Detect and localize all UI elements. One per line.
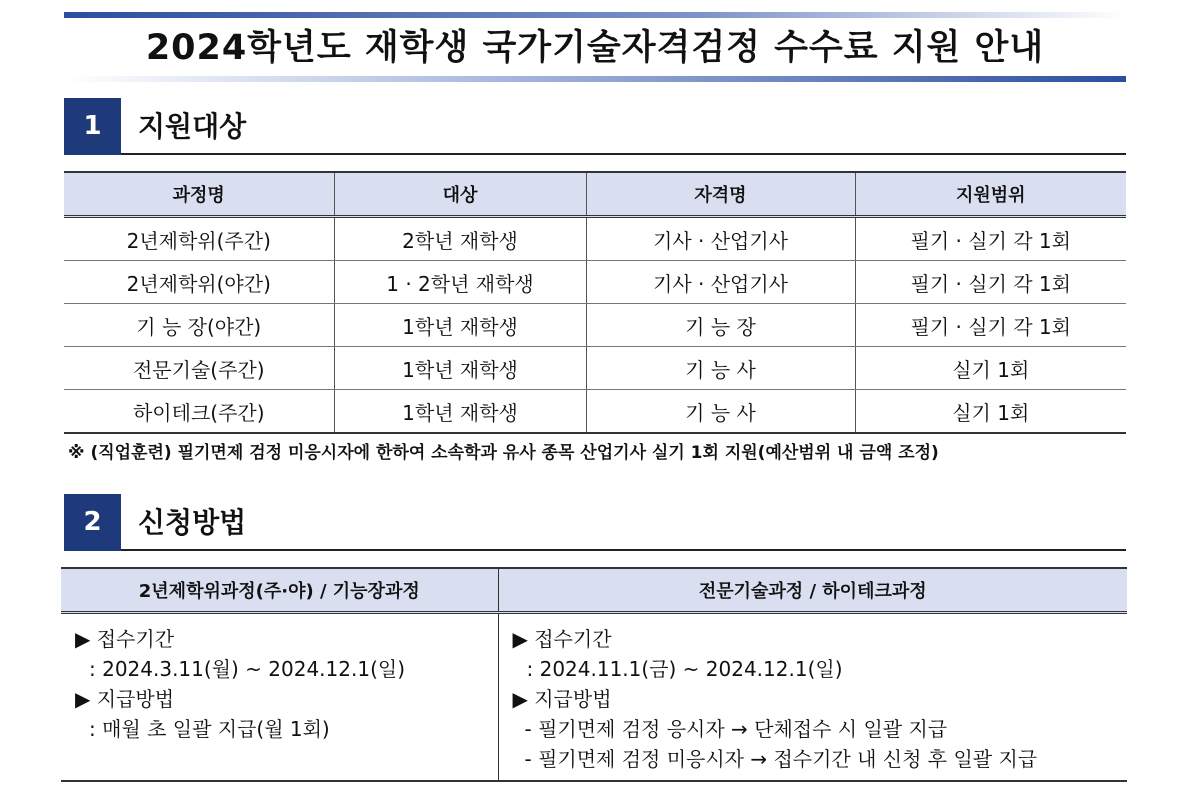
table-cell: 기사 · 산업기사 bbox=[586, 217, 855, 261]
table-cell: 필기 · 실기 각 1회 bbox=[855, 261, 1126, 304]
payment-method-value: : 매월 초 일괄 지급(월 1회) bbox=[89, 717, 330, 741]
section-1-number: 1 bbox=[64, 98, 121, 155]
payment-method-item: - 필기면제 검정 미응시자 → 접수기간 내 신청 후 일괄 지급 bbox=[524, 747, 1038, 771]
column-header: 2년제학위과정(주·야) / 기능장과정 bbox=[61, 568, 498, 613]
eligibility-table bbox=[64, 171, 1126, 434]
table-cell: 하이테크(주간) bbox=[64, 390, 334, 434]
section-1-header bbox=[64, 98, 1126, 155]
table-cell: 1학년 재학생 bbox=[334, 304, 586, 347]
payment-method-label: ▶ 지급방법 bbox=[75, 687, 175, 711]
table-header-row bbox=[61, 568, 1127, 613]
table-cell: 1학년 재학생 bbox=[334, 390, 586, 434]
payment-method-item: - 필기면제 검정 응시자 → 단체접수 시 일괄 지급 bbox=[524, 717, 948, 741]
title-bottom-bar bbox=[64, 76, 1126, 82]
right-method-cell bbox=[498, 613, 1127, 782]
column-header: 과정명 bbox=[64, 172, 334, 217]
left-method-cell bbox=[61, 613, 498, 782]
table-row bbox=[64, 217, 1126, 261]
support-note: ※ (직업훈련) 필기면제 검정 미응시자에 한하여 소속학과 유사 종목 산업기사 실기 1회 지원(예산범위 내 금액 조정) bbox=[68, 443, 939, 463]
reception-period-label: ▶ 접수기간 bbox=[75, 627, 175, 651]
page-title: 2024학년도 재학생 국가기술자격검정 수수료 지원 안내 bbox=[145, 28, 1045, 68]
table-cell: 기 능 사 bbox=[586, 347, 855, 390]
table-cell: 2년제학위(야간) bbox=[64, 261, 334, 304]
reception-period-value: : 2024.3.11(월) ~ 2024.12.1(일) bbox=[89, 657, 405, 681]
reception-period-label: ▶ 접수기간 bbox=[512, 627, 612, 651]
table-cell: 기 능 사 bbox=[586, 390, 855, 434]
table-cell: 2학년 재학생 bbox=[334, 217, 586, 261]
table-cell: 1 · 2학년 재학생 bbox=[334, 261, 586, 304]
table-cell: 기 능 장(야간) bbox=[64, 304, 334, 347]
table-header-row bbox=[64, 172, 1126, 217]
table-cell: 기 능 장 bbox=[586, 304, 855, 347]
table-cell: 2년제학위(주간) bbox=[64, 217, 334, 261]
reception-period-value: : 2024.11.1(금) ~ 2024.12.1(일) bbox=[526, 657, 843, 681]
column-header: 대상 bbox=[334, 172, 586, 217]
table-cell: 실기 1회 bbox=[855, 390, 1126, 434]
table-cell: 필기 · 실기 각 1회 bbox=[855, 304, 1126, 347]
application-table bbox=[61, 567, 1127, 782]
table-cell: 1학년 재학생 bbox=[334, 347, 586, 390]
table-cell: 기사 · 산업기사 bbox=[586, 261, 855, 304]
table-cell: 필기 · 실기 각 1회 bbox=[855, 217, 1126, 261]
column-header: 지원범위 bbox=[855, 172, 1126, 217]
table-row bbox=[64, 304, 1126, 347]
section-1-title: 지원대상 bbox=[138, 110, 247, 143]
payment-method-label: ▶ 지급방법 bbox=[512, 687, 612, 711]
table-cell: 전문기술(주간) bbox=[64, 347, 334, 390]
column-header: 자격명 bbox=[586, 172, 855, 217]
table-row bbox=[64, 390, 1126, 434]
table-cell: 실기 1회 bbox=[855, 347, 1126, 390]
table-row bbox=[61, 613, 1127, 782]
column-header: 전문기술과정 / 하이테크과정 bbox=[498, 568, 1127, 613]
table-row bbox=[64, 261, 1126, 304]
section-1-underline bbox=[121, 153, 1126, 155]
section-2-header bbox=[64, 494, 1126, 551]
table-row bbox=[64, 347, 1126, 390]
title-top-bar bbox=[64, 12, 1126, 18]
section-2-underline bbox=[121, 549, 1126, 551]
section-2-number: 2 bbox=[64, 494, 121, 551]
section-2-title: 신청방법 bbox=[138, 506, 247, 539]
